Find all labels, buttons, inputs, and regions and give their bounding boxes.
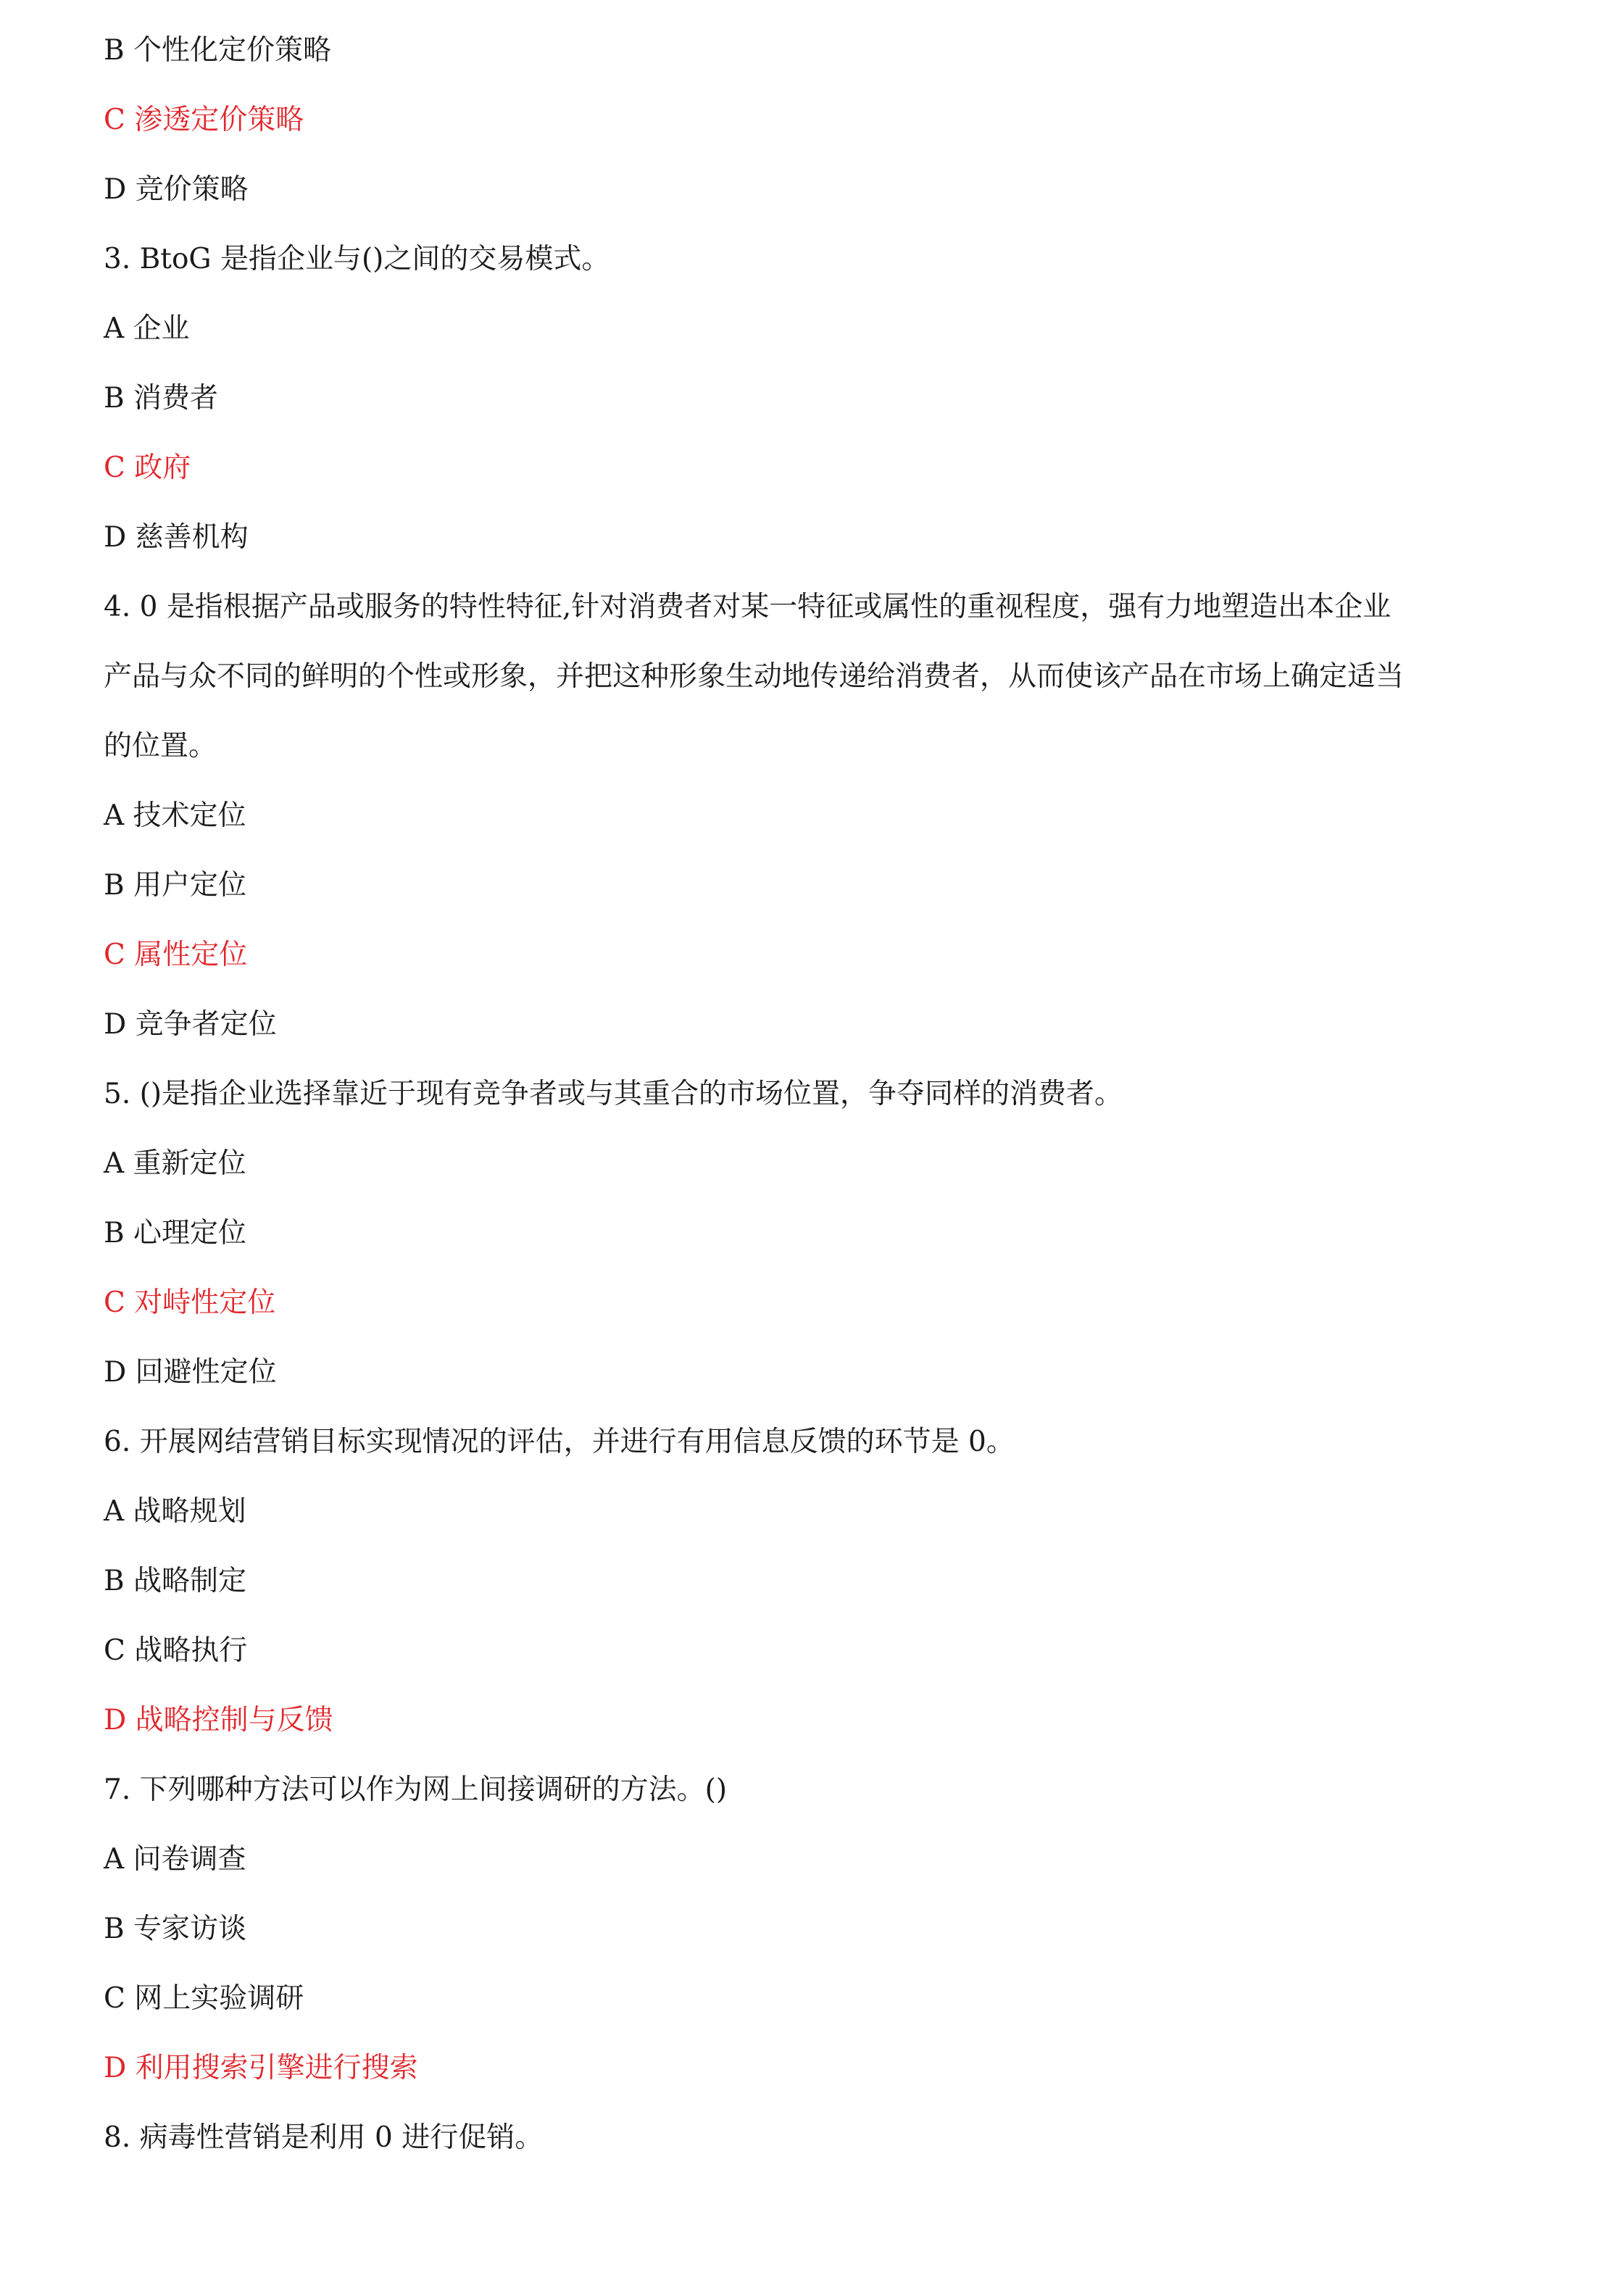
answer-c-confrontational-positioning: C 对峙性定位 [104, 1286, 276, 1319]
option-a: A 重新定位 [104, 1147, 246, 1180]
option-d: D 慈善机构 [104, 521, 249, 554]
option-d: D 竞争者定位 [104, 1008, 277, 1041]
answer-d-strategy-control: D 战略控制与反馈 [104, 1704, 333, 1736]
option-a: A 企业 [104, 312, 190, 345]
option-a: A 战略规划 [104, 1495, 246, 1528]
question-3: 3. BtoG 是指企业与()之间的交易模式。 [104, 243, 610, 275]
option-b: B 心理定位 [104, 1217, 247, 1249]
option-b-personalized-pricing: B 个性化定价策略 [104, 34, 332, 67]
option-d-bidding-strategy: D 竞价策略 [104, 173, 249, 206]
option-a: A 技术定位 [104, 799, 246, 832]
option-d: D 回避性定位 [104, 1356, 277, 1389]
answer-c-penetration-pricing: C 渗透定价策略 [104, 104, 304, 136]
question-list [104, 16, 1524, 2173]
answer-c-government: C 政府 [104, 452, 191, 484]
question-5: 5. ()是指企业选择靠近于现有竞争者或与其重合的市场位置，争夺同样的消费者。 [104, 1078, 1123, 1110]
option-b: B 用户定位 [104, 869, 247, 902]
option-c: C 网上实验调研 [104, 1982, 304, 2015]
option-a: A 问卷调查 [104, 1843, 246, 1876]
answer-c-attribute-positioning: C 属性定位 [104, 939, 248, 971]
option-c: C 战略执行 [104, 1634, 248, 1667]
question-4-line-1: 4. 0 是指根据产品或服务的特性特征,针对消费者对某一特征或属性的重视程度，强有力地塑造出本企业 [104, 591, 1392, 623]
question-7: 7. 下列哪种方法可以作为网上间接调研的方法。() [104, 1773, 728, 1806]
option-b: B 消费者 [104, 382, 219, 415]
question-6: 6. 开展网结营销目标实现情况的评估，并进行有用信息反馈的环节是 0。 [104, 1426, 1015, 1458]
question-4-line-3: 的位置。 [104, 730, 217, 762]
answer-d-search-engine: D 利用搜索引擎进行搜索 [104, 2052, 418, 2084]
option-b: B 战略制定 [104, 1565, 247, 1597]
question-4-line-2: 产品与众不同的鲜明的个性或形象，并把这种形象生动地传递给消费者，从而使该产品在市场上确定适当 [104, 660, 1405, 693]
question-8: 8. 病毒性营销是利用 0 进行促销。 [104, 2121, 544, 2154]
option-b: B 专家访谈 [104, 1913, 247, 1945]
